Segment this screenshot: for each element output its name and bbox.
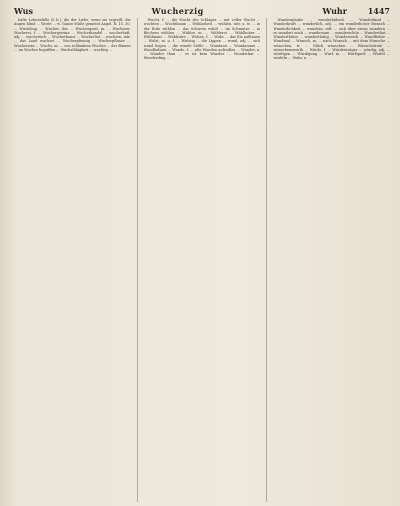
column-divider [266, 18, 267, 502]
column-left [14, 18, 131, 502]
page-header [14, 6, 390, 16]
column-divider [137, 18, 138, 502]
column-middle [144, 18, 261, 502]
column-right [273, 18, 390, 502]
left-headword: Wus [14, 6, 33, 16]
column-right-text: Wunderglaube ... wunderhübsch ... Wunderkind ... Wunderkraft ... wunderlich, adj. ... ein wunderlicher Mensch ... Wunderlichkeit ... wundern, refl. ... sich über etwas wundern ... es wundert mich ... wundersam ... wunderschön ... Wunderthat ... Wunderthäter ... wunderthätig ... Wunderwerk ... Wundfieber ... Wundmal ... Wunsch, m. ... nach Wunsch ... mit dem Wunsche ... wünschen, tr. ... Glück wünschen ... Wünschelrute ... wünschenswerth ... Würde, f. ... Würdenträger ... würdig, adj. ... würdigen ... Würdigung ... Wurf, m. ... Wurfspieß ... Würfel ... würfeln ... Wuhr, n. ... [273, 18, 391, 61]
column-middle-text: Wucht, f. ... die Wucht des Schlages ... mit voller Wucht ... wuchten ... Wuchtbaum ... Wühlarbeit ... wühlen, intr. u. tr. ... in der Erde wühlen ... das Schwein wühlt ... im Schmutze ... in Büchern wühlen ... Wühler, m. ... Wühlerei ... Wühlhuber ... Wühlmaus ... Wühlratte ... Wuhne, f. ... Wuhr ... das Eis aufhauen ... Wulst, m. u. f. ... Wulstig ... die Lippen ... wund, adj. ... sich wund liegen ... die wunde Stelle ... Wundarzt ... Wundarznei ... Wundbalsam ... Wunde, f. ... alte Wunden aufreißen ... Wunder, n. ... Wunder thun ... es ist kein Wunder ... Wunderbar ... Wunderding ... [143, 18, 261, 61]
running-title: Wucherzig [151, 6, 204, 16]
right-header-group [322, 6, 390, 16]
page-number: 1447 [367, 6, 390, 16]
right-headword: Wuhr [322, 6, 347, 16]
text-columns [14, 18, 390, 502]
column-left-text: hafte Lebensfülle (f. b.), die der Liebe, wenn sie ergreift, die Augen blind ... Worte ... w. Ganze Müße gemeint Angel. R. 15. 30. ... Wüsteling. ... Wucher, der, ... Wuchergeist, m. ... Wucherer, Wucherei, f. ... Wuchergewinn ... Wucherhandel ... wucherhaft, adj. ... wucherisch ... Wucherkunst ... Wucherlist ... wuchern, intr. ... das Land wuchert ... Wucherpfennig ... Wucherpflanze ... Wucherzins ... Wuchs, m. ... von schlankem Wuchse ... der Bäume ... im Wuchse begriffen ... Wuchsfähigkeit ... wuchtig ... [14, 18, 131, 52]
